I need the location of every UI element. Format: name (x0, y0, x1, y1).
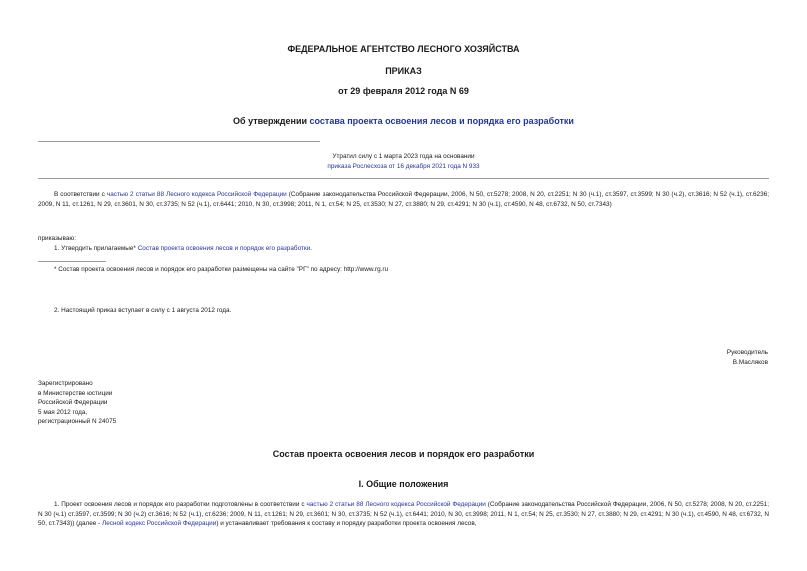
separator-long (38, 178, 769, 179)
item-2: 2. Настоящий приказ вступает в силу с 1 августа 2012 года. (54, 307, 232, 314)
preamble-rest: (Собрание законодательства Российской Федерации, 2006, N 50, ст.5278; 2008, N 20, ст.2251; N 30 (ч.1), ст.3597, ст.3599; N 30 (ч.2), ст.3616; N 52 (ч.1), ст.6236; 2009, N 11, ст.1261, N 29, ст.3601, N 30, ст.3735; N 52 (ч.1), ст.6441; 2010, N 30, ст.3998; 2011, N 1, ст.54; N 25, ст.3530; N 27, ст.3880; N 29, ст.4291; N 30 (ч.1), ст.4590, N 48, ст.6732, N 50, ст.7343) (38, 191, 769, 208)
status-line: Утратил силу с 1 марта 2023 года на основании (332, 153, 475, 160)
preamble-lead: В соответствии с (54, 191, 107, 198)
paragraph-1-link-1[interactable]: частью 2 статьи 88 Лесного кодекса Российской Федерации (306, 501, 486, 508)
doc-date-number: от 29 февраля 2012 года N 69 (338, 86, 469, 96)
registration-line: Российской Федерации (38, 399, 108, 407)
signature-block (727, 348, 768, 367)
separator-short (38, 141, 320, 142)
item-1-suffix: . (310, 245, 313, 252)
footnote: * Состав проекта освоения лесов и порядок его разработки размещены на сайте "РГ" по адресу: http://www.rg.ru (54, 266, 389, 273)
signature-role: Руководитель (726, 349, 768, 356)
preamble-link[interactable]: частью 2 статьи 88 Лесного кодекса Российской Федерации (106, 191, 287, 198)
registration-line: 5 мая 2012 года, (38, 408, 88, 416)
registration-line: регистрационный N 24075 (38, 418, 117, 426)
doc-title (0, 116, 807, 126)
item-1-link[interactable]: Состав проекта освоения лесов и порядок его разработки (137, 245, 311, 252)
signature-name: В.Масляков (732, 358, 768, 366)
paragraph-1-link-2[interactable]: Лесной кодекс Российской Федерации (102, 520, 217, 528)
doc-type: ПРИКАЗ (385, 66, 422, 76)
status-link[interactable]: приказа Рослесхоза от 16 декабря 2021 года N 933 (327, 162, 480, 170)
order-word: приказываю: (38, 235, 76, 242)
agency-name: ФЕДЕРАЛЬНОЕ АГЕНТСТВО ЛЕСНОГО ХОЗЯЙСТВА (287, 44, 520, 54)
doc-title-prefix: Об утверждении (233, 116, 310, 126)
section-1-title: I. Общие положения (358, 479, 449, 489)
registration-line: в Министерстве юстиции (38, 389, 113, 397)
doc-title-link[interactable]: состава проекта освоения лесов и порядка его разработки (309, 116, 574, 126)
preamble-paragraph (38, 190, 769, 209)
item-1-prefix: 1. Утвердить прилагаемые* (54, 245, 138, 252)
paragraph-1-tail: ) и устанавливает требования к составу и порядку разработки проекта освоения лесов, (216, 520, 477, 528)
paragraph-1 (38, 500, 769, 529)
footnote-separator (38, 261, 106, 262)
paragraph-1-lead: 1. Проект освоения лесов и порядок его разработки подготовлены в соответствии с (54, 501, 307, 508)
registration-line: Зарегистрировано (38, 380, 93, 387)
registration-block (38, 379, 116, 427)
item-1 (54, 244, 312, 254)
annex-title: Состав проекта освоения лесов и порядок его разработки (272, 449, 535, 459)
status-note (0, 152, 807, 171)
paragraph-1-mid: (Собрание законодательства Российской Федерации, 2006, N 50, ст.5278; 2008, N 20, ст.2251; N 30 (ч.1) ст.3597, ст.3599; N 30 (ч.2) ст.3616; N 52 (ч.1), ст.6236; 2009, N 11, ст.1261; N 29, ст.3601; N 30, ст.3735; N 52 (ч.1), ст.6441; 2010, N 30, ст.3998; 2011, N 1, ст.54; N 25, ст.3530; N 27, ст.3880; N 29, ст.4291; N 30 (ч.1), ст.4590, N 48, ст.6732, N 50, ст.7343)) (далее - (38, 501, 769, 528)
